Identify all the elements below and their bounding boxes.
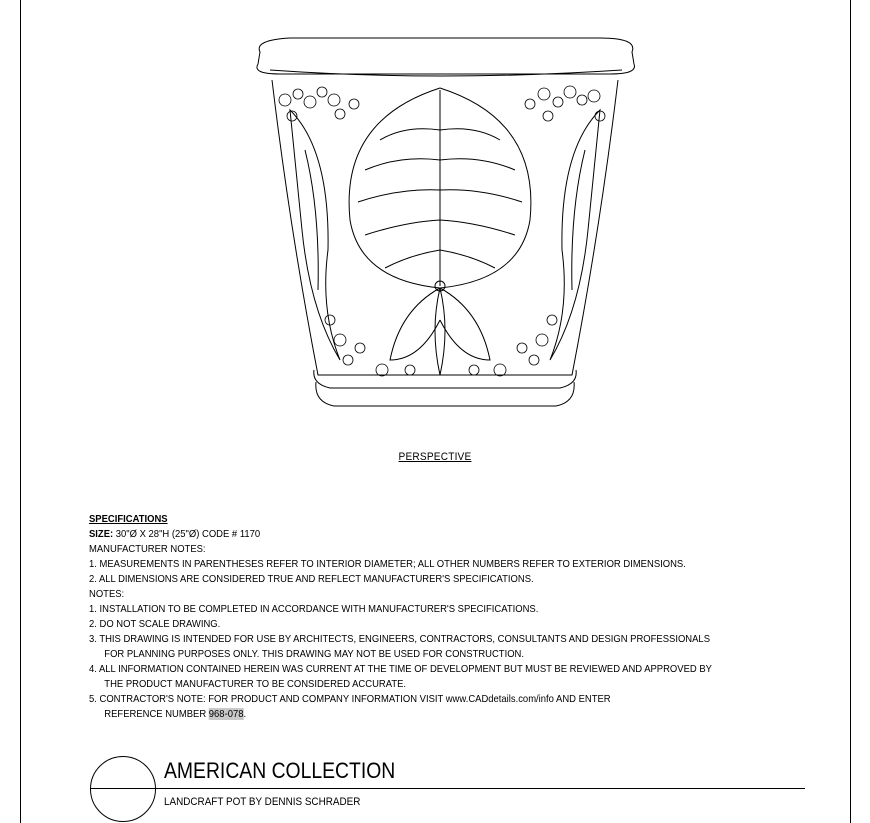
- size-value: 30"Ø X 28"H (25"Ø) CODE # 1170: [113, 528, 261, 540]
- planter-pot-illustration: [230, 30, 650, 420]
- title-block-circle: [90, 756, 156, 822]
- note-item-continued: THE PRODUCT MANUFACTURER TO BE CONSIDERED ACCURATE.: [104, 678, 407, 690]
- reference-number-label: REFERENCE NUMBER: [104, 708, 209, 720]
- manufacturer-note: 2. ALL DIMENSIONS ARE CONSIDERED TRUE AND REFLECT MANUFACTURER'S SPECIFICATIONS.: [89, 573, 534, 585]
- manufacturer-note: 1. MEASUREMENTS IN PARENTHESES REFER TO INTERIOR DIAMETER; ALL OTHER NUMBERS REFER TO EXTERIOR DIMENSIONS.: [89, 558, 686, 570]
- notes-heading: NOTES:: [89, 588, 125, 600]
- specifications-block: [89, 512, 849, 722]
- reference-number-period: .: [243, 708, 247, 720]
- reference-number: 968-078: [208, 708, 244, 720]
- collection-title: AMERICAN COLLECTION: [164, 758, 396, 783]
- sheet-border-left: [20, 0, 21, 823]
- size-label: SIZE:: [89, 528, 114, 540]
- note-item: 4. ALL INFORMATION CONTAINED HEREIN WAS CURRENT AT THE TIME OF DEVELOPMENT BUT MUST BE REVIEWED AND APPROVED BY: [89, 663, 712, 675]
- note-item: 3. THIS DRAWING IS INTENDED FOR USE BY ARCHITECTS, ENGINEERS, CONTRACTORS, CONSULTANTS AND DESIGN PROFESSIONALS: [89, 633, 710, 645]
- title-block-divider: [90, 788, 805, 789]
- specifications-heading: SPECIFICATIONS: [89, 513, 168, 525]
- sheet-border-right: [850, 0, 851, 823]
- note-item-continued: FOR PLANNING PURPOSES ONLY. THIS DRAWING MAY NOT BE USED FOR CONSTRUCTION.: [104, 648, 525, 660]
- view-label-perspective: PERSPECTIVE: [398, 451, 472, 463]
- manufacturer-notes-heading: MANUFACTURER NOTES:: [89, 543, 206, 555]
- note-item: 5. CONTRACTOR'S NOTE: FOR PRODUCT AND COMPANY INFORMATION VISIT www.CADdetails.com/info AND ENTER: [89, 693, 611, 705]
- note-item: 2. DO NOT SCALE DRAWING.: [89, 618, 221, 630]
- reference-number-line: [89, 707, 773, 722]
- product-title: LANDCRAFT POT BY DENNIS SCHRADER: [164, 796, 361, 808]
- size-line: [89, 527, 773, 542]
- note-item: 1. INSTALLATION TO BE COMPLETED IN ACCORDANCE WITH MANUFACTURER'S SPECIFICATIONS.: [89, 603, 539, 615]
